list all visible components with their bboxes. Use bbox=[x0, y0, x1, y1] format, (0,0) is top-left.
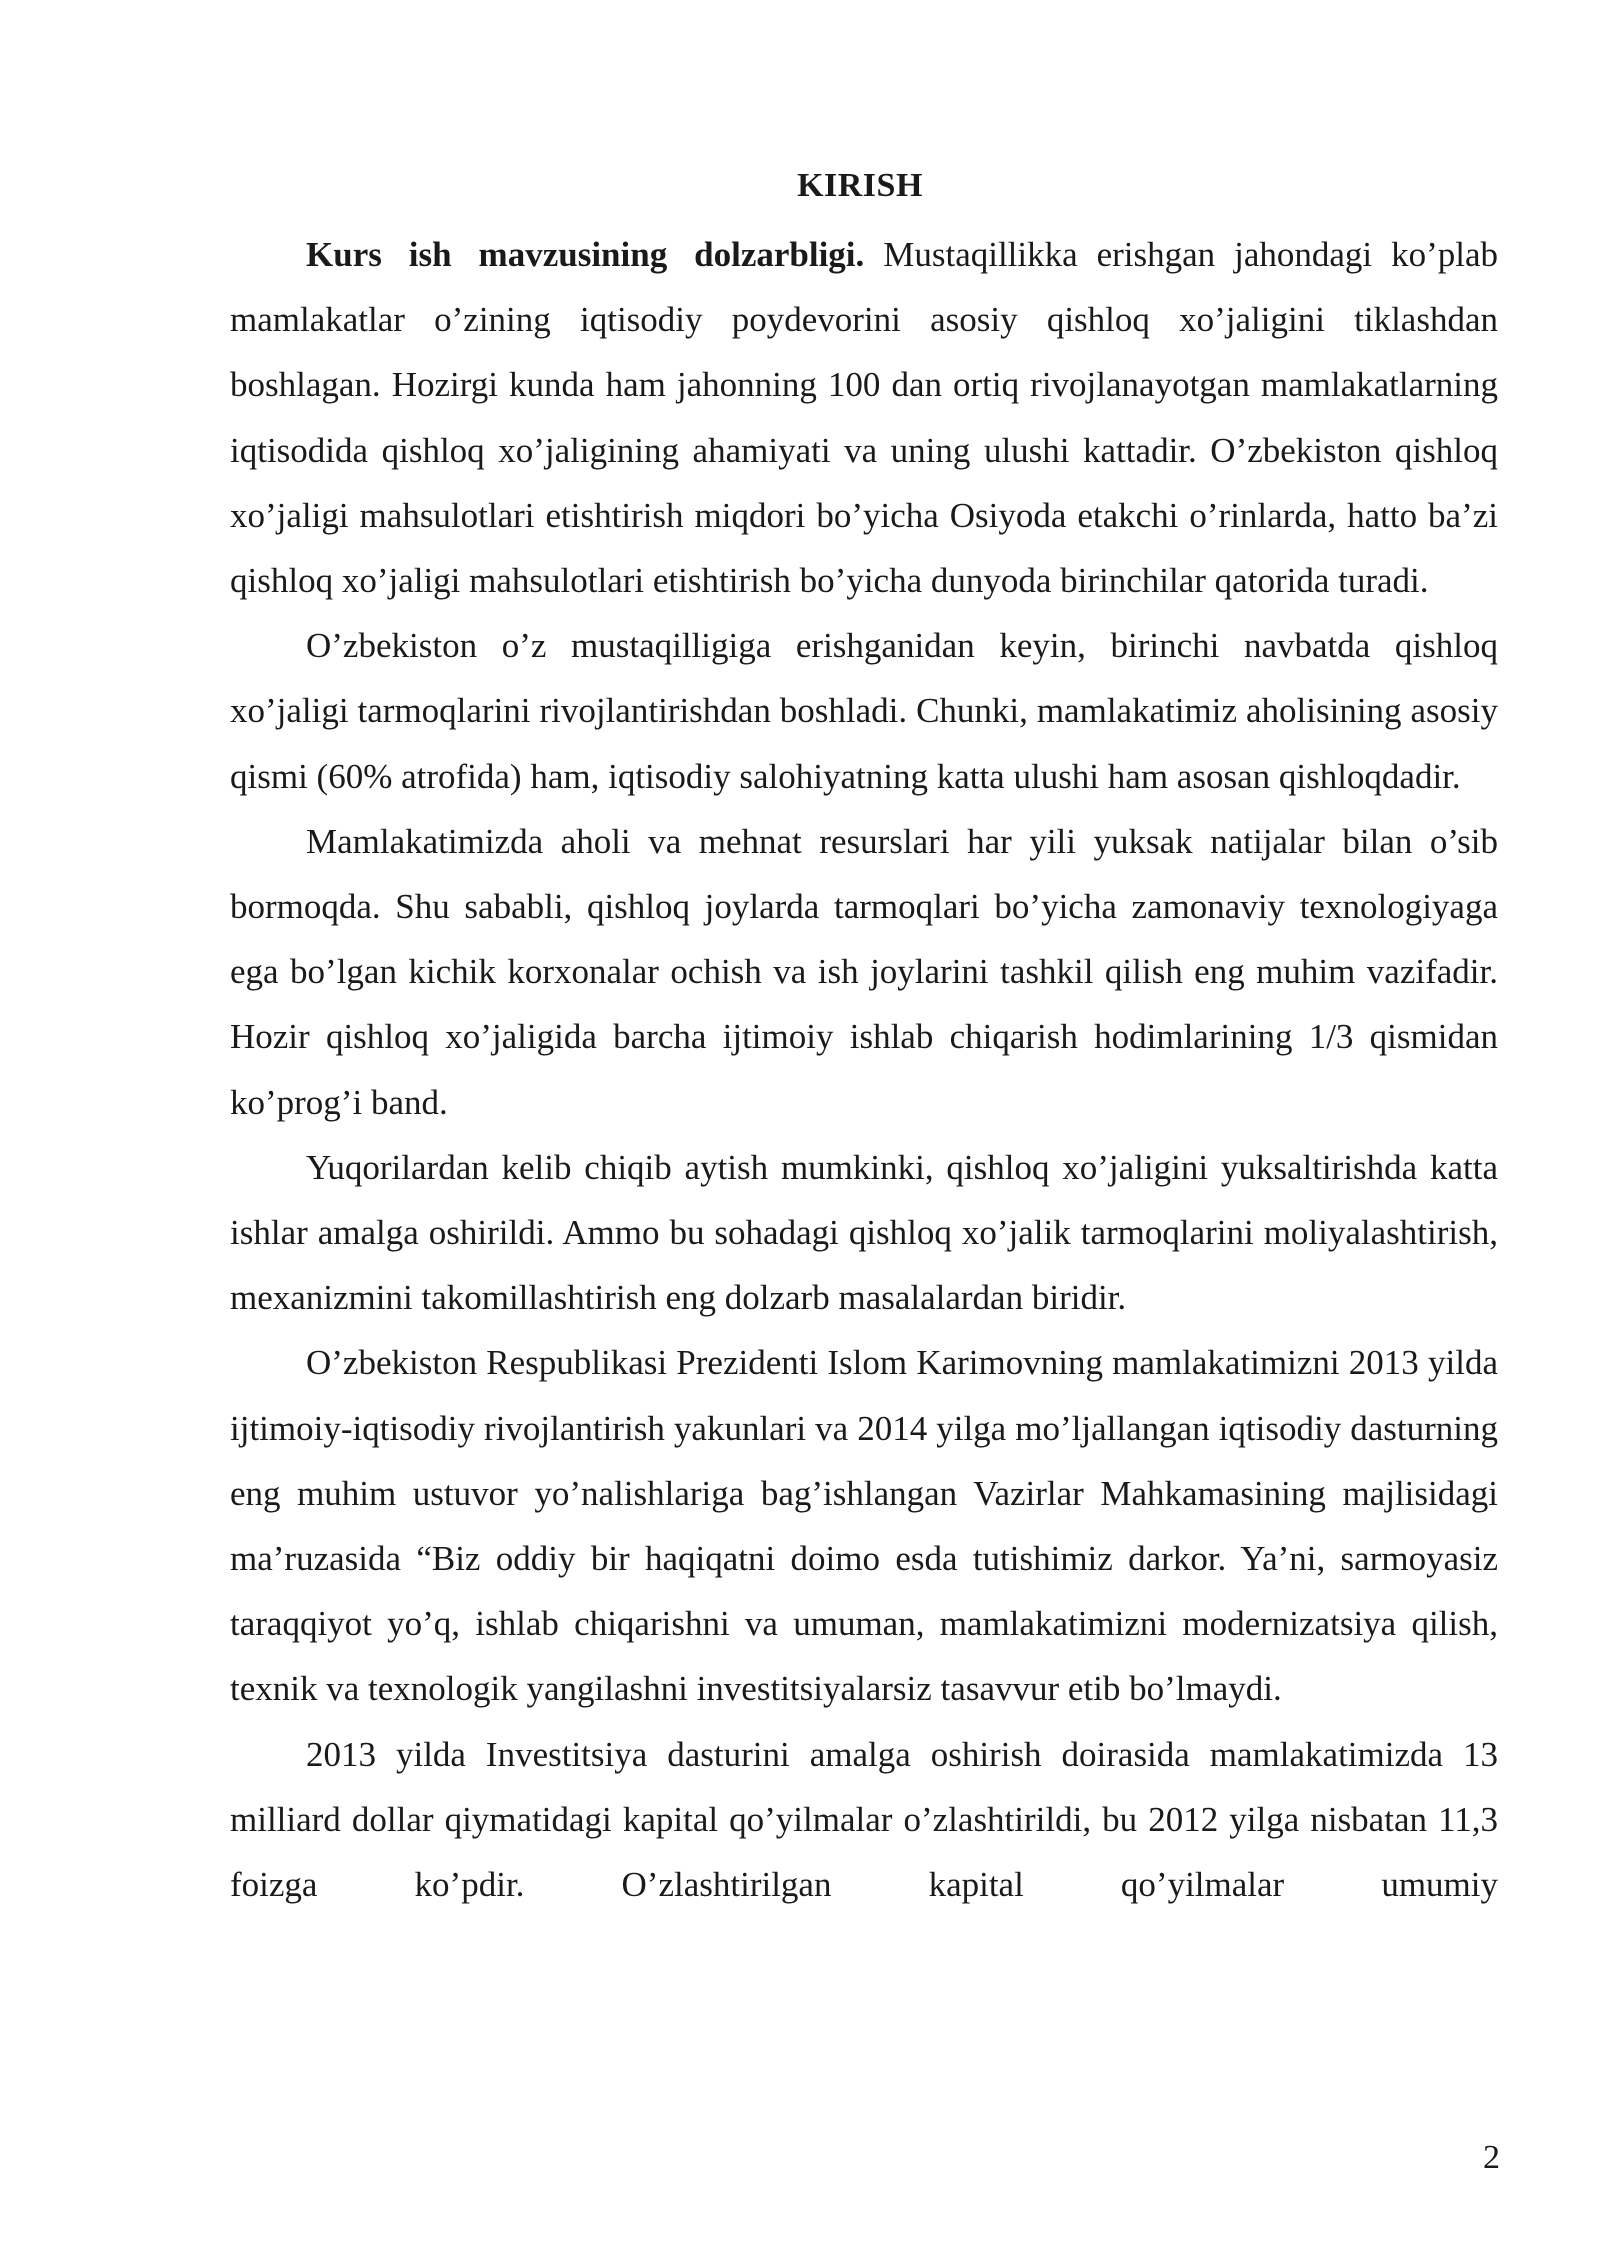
lead-phrase: Kurs ish mavzusining dolzarbligi. bbox=[306, 235, 865, 274]
page-number: 2 bbox=[1483, 2139, 1500, 2176]
section-heading: KIRISH bbox=[797, 167, 923, 204]
paragraph-3: Mamlakatimizda aholi va mehnat resurslari har yili yuksak natijalar bilan o’sib bormoqda. Shu sababli, qishloq joylarda tarmoqlari bo’yicha zamonaviy texnologiyaga ega bo’lgan kichik korxonalar ochish va ish joylarini tashkil qilish eng muhim vazifadir. Hozir qishloq xo’jaligida barcha ijtimoiy ishlab chiqarish hodimlarining 1/3 qismidan ko’prog’i band. bbox=[230, 821, 1498, 1122]
paragraph-4: Yuqorilardan kelib chiqib aytish mumkinki, qishloq xo’jaligini yuksaltirishda katta ishlar amalga oshirildi. Ammo bu sohadagi qishloq xo’jalik tarmoqlarini moliyalashtirish, mexanizmini takomillashtirish eng dolzarb masalalardan biridir. bbox=[230, 1147, 1498, 1318]
paragraph-1 bbox=[230, 222, 1498, 613]
paragraph-1-text: Mustaqillikka erishgan jahondagi ko’plab mamlakatlar o’zining iqtisodiy poydevorini asosiy qishloq xo’jaligini tiklashdan boshlagan. Hozirgi kunda ham jahonning 100 dan ortiq rivojlanayotgan mamlakatlarning iqtisodida qishloq xo’jaligining ahamiyati va uning ulushi kattadir. O’zbekiston qishloq xo’jaligi mahsulotlari etishtirish miqdori bo’yicha Osiyoda etakchi o’rinlarda, hatto ba’zi qishloq xo’jaligi mahsulotlari etishtirish bo’yicha dunyoda birinchilar qatorida turadi. bbox=[230, 235, 1498, 601]
body-text bbox=[230, 222, 1498, 1917]
paragraph-6: 2013 yilda Investitsiya dasturini amalga oshirish doirasida mamlakatimizda 13 milliard dollar qiymatidagi kapital qo’yilmalar o’zlashtirildi, bu 2012 yilga nisbatan 11,3 foizga ko’pdir. O’zlashtirilgan kapital qo’yilmalar umumiy bbox=[230, 1734, 1498, 1905]
paragraph-2: O’zbekiston o’z mustaqilligiga erishganidan keyin, birinchi navbatda qishloq xo’jaligi tarmoqlarini rivojlantirishdan boshladi. Chunki, mamlakatimiz aholisining asosiy qismi (60% atrofida) ham, iqtisodiy salohiyatning katta ulushi ham asosan qishloqdadir. bbox=[230, 626, 1498, 796]
paragraph-5: O’zbekiston Respublikasi Prezidenti Islom Karimovning mamlakatimizni 2013 yilda ijtimoiy-iqtisodiy rivojlantirish yakunlari va 2014 yilga mo’ljallangan iqtisodiy dasturning eng muhim ustuvor yo’nalishlariga bag’ishlangan Vazirlar Mahkamasining majlisidagi ma’ruzasida “Biz oddiy bir haqiqatni doimo esda tutishimiz darkor. Ya’ni, sarmoyasiz taraqqiyot yo’q, ishlab chiqarishni va umuman, mamlakatimizni modernizatsiya qilish, texnik va texnologik yangilashni investitsiyalarsiz tasavvur etib bo’lmaydi. bbox=[230, 1343, 1498, 1709]
